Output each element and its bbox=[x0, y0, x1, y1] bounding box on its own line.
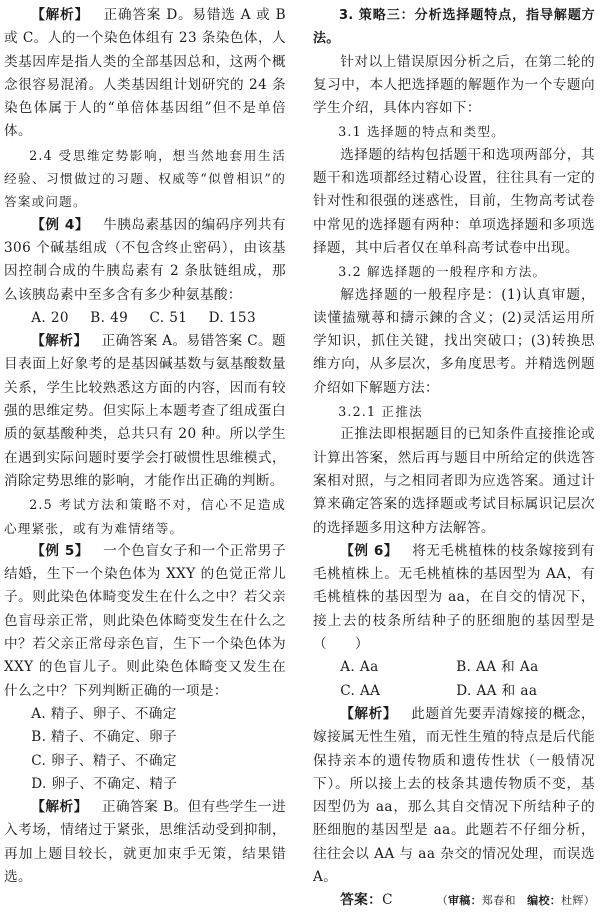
option-d: D. AA 和 aa bbox=[456, 682, 538, 699]
example-text: 将无毛桃植株的枝条嫁接到有毛桃植株上。无毛桃植株的基因型为 AA，有毛桃植株的基因型为 aa，在自交的情况下，接上去的枝条所结种子的胚细胞的基因型是（ ） bbox=[313, 542, 595, 653]
right-column bbox=[313, 4, 595, 913]
reviewer-name: 郑春和 bbox=[481, 894, 516, 908]
analysis-paragraph-2 bbox=[4, 330, 286, 493]
section-3-1-heading: 3.1 选择题的特点和类型。 bbox=[338, 124, 505, 140]
analysis-text: 正确答案 D。易错选 A 或 B 或 C。人的一个染色体组有 23 条染色体，人类基因库是指人类的全部基因总和，这两个概念很容易混淆。人类基因组计划研究的 24 条染色体属于人的“单倍体基因组”但不是单倍体。 bbox=[4, 7, 287, 140]
example-6-options-row-2 bbox=[313, 680, 595, 703]
example-tag: 【例 4】 bbox=[31, 216, 90, 233]
section-3-2-heading: 3.2 解选择题的一般程序和方法。 bbox=[338, 264, 547, 280]
example-tag: 【例 5】 bbox=[31, 542, 90, 559]
analysis-paragraph-4 bbox=[313, 703, 595, 889]
analysis-text: 正确答案 A。易错答案 C。题目表面上好象考的是基因碱基数与氨基酸数量关系，学生比较熟悉这方面的内容，因而有较强的思维定势。但实际上本题考查了组成蛋白质的氨基酸种类，总共只有 20 种。所以学生在遇到实际问题时要学会打破惯性思维模式，消除定势思维的影响，才能作出正确的判断。 bbox=[4, 333, 287, 489]
option-a: A. 精子、卵子、不确定 bbox=[31, 705, 177, 722]
analysis-paragraph-3 bbox=[4, 796, 286, 889]
strategy-heading: 3. 策略三：分析选择题特点，指导解题方法。 bbox=[313, 8, 595, 47]
answer-value: C bbox=[382, 892, 393, 909]
example-text: 牛胰岛素基因的编码序列共有 306 个碱基组成（不包含终止密码），由该基因控制合成的牛胰岛素有 2 条肽链组成，那么该胰岛素中至多含有多少种氨基酸： bbox=[4, 216, 286, 303]
answer bbox=[340, 889, 393, 912]
example-6-options-row-1 bbox=[313, 656, 595, 679]
option-b: B. AA 和 Aa bbox=[456, 659, 539, 676]
option-d: D. 卵子、不确定、精子 bbox=[31, 775, 178, 792]
example-tag: 【例 6】 bbox=[340, 542, 399, 559]
option-a: A. 20 bbox=[31, 309, 69, 326]
analysis-tag: 【解析】 bbox=[31, 7, 90, 23]
answer-line bbox=[313, 889, 595, 912]
section-3-2-text: 解选择题的一般程序是：(1)认真审题，读懂搕殧蕁和擣示鍊的含义；(2)灵活运用所学知识，抓住关键，找出突破口；(3)转换思维方向，从多层次，多角度思考。并精选例题介绍如下解题方法： bbox=[313, 286, 595, 396]
analysis-tag: 【解析】 bbox=[31, 799, 88, 816]
analysis-tag: 【解析】 bbox=[340, 705, 398, 722]
option-b: B. 精子、不确定、卵子 bbox=[31, 729, 177, 746]
editor-label: 编校： bbox=[527, 894, 562, 908]
credits-open-paren: （ bbox=[436, 894, 448, 908]
credits-close-paren: ） bbox=[583, 894, 595, 908]
example-6 bbox=[313, 540, 595, 656]
section-3-2-1-text: 正推法即根据题目的已知条件直接推论或计算出答案，然后再与题目中所给定的供选答案相对照，与之相同者即为应选答案。通过计算来确定答案的选择题或考试目标属识记层次的选择题多用这种方法解答。 bbox=[313, 426, 595, 536]
section-2-5: 2.5 考试方法和策略不对，信心不足造成心理紧张，或有为难情绪等。 bbox=[4, 497, 286, 536]
strategy-intro: 针对以上错误原因分析之后，在第二轮的复习中，本人把选择题的解题作为一个专题向学生介绍，具体内容如下： bbox=[313, 53, 595, 117]
left-column bbox=[4, 4, 286, 889]
analysis-paragraph-1 bbox=[4, 4, 286, 144]
option-c: C. 卵子、精子、不确定 bbox=[31, 752, 177, 769]
option-c: C. 51 bbox=[149, 309, 188, 326]
section-3-1-text: 选择题的结构包括题干和选项两部分，其题干和选项都经过精心设置，往往具有一定的针对性和很强的迷惑性，目前，生物高考试卷中常见的选择题有两种：单项选择题和多项选择题，其中后者仅在单科高考试卷中出现。 bbox=[313, 146, 595, 256]
reviewer-label: 审稿： bbox=[447, 894, 482, 908]
section-2-4: 2.4 受思维定势影响，想当然地套用生活经验、习惯做过的习题、权威等“似曾相识”的答案或问题。 bbox=[4, 147, 286, 210]
example-4 bbox=[4, 214, 286, 307]
answer-label: 答案： bbox=[340, 892, 383, 909]
analysis-text: 正确答案 B。但有些学生一进入考场，情绪过于紧张，思维活动受到抑制，再加上题目较长，就更加束手无策，结果错选。 bbox=[4, 799, 286, 885]
analysis-text: 此题首先要弄清嫁接的概念，嫁接属无性生殖，而无性生殖的特点是后代能保持亲本的遗传物质和遗传性状（一般情况下）。所以接上去的枝条其遗传物质不变，基因型仍为 aa，那么其自交情况下所结种子的胚细胞的基因型是 aa。此题若不仔细分析，往往会以 AA 与 aa 杂交的情况处理，而误选 A。 bbox=[313, 705, 595, 885]
analysis-tag: 【解析】 bbox=[31, 333, 88, 350]
option-b: B. 49 bbox=[90, 309, 129, 326]
option-a: A. Aa bbox=[340, 659, 379, 676]
example-text: 一个色盲女子和一个正常男子结婚，生下一个染色体为 XXY 的色觉正常儿子。则此染色体畸变发生在什么之中？若父亲色盲母亲正常，则此染色体畸变发生在什么之中？若父亲正常母亲色盲，生下一个染色体为 XXY 的色盲儿子。则此染色体畸变又发生在什么之中？下列判断正确的一项是： bbox=[4, 542, 286, 699]
option-d: D. 153 bbox=[208, 309, 256, 326]
example-5 bbox=[4, 540, 286, 703]
editor-name: 杜辉 bbox=[561, 894, 584, 908]
section-3-2-1-heading: 3.2.1 正推法 bbox=[338, 404, 423, 420]
example-4-options bbox=[4, 307, 286, 330]
option-c: C. AA bbox=[340, 682, 381, 699]
credits bbox=[437, 889, 595, 912]
